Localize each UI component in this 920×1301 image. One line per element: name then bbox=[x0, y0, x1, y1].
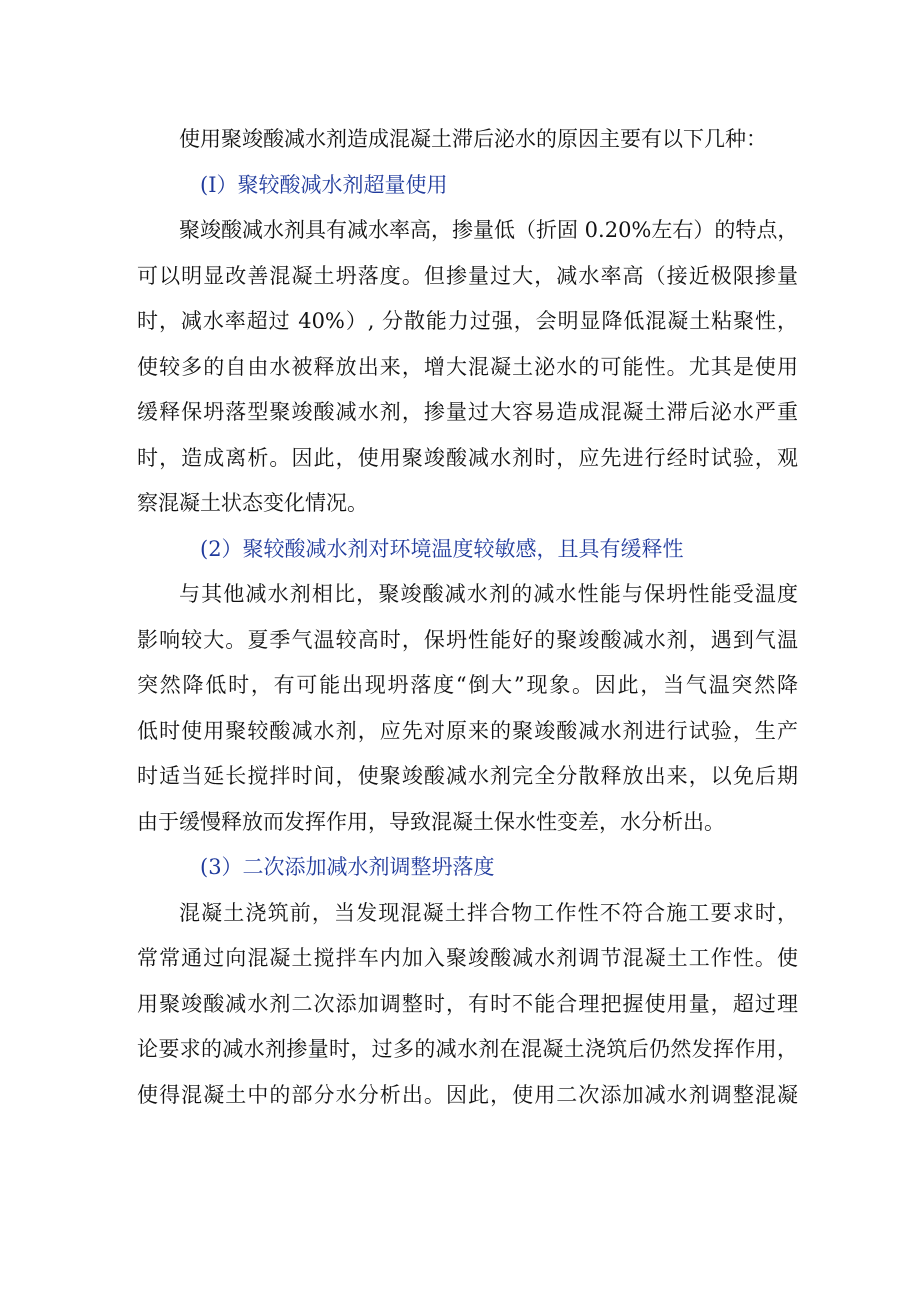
paragraph-line: 可以明显改善混凝土坍落度。但掺量过大，减水率高（接近极限掺量 bbox=[137, 263, 798, 288]
section-1-paragraph bbox=[137, 208, 798, 527]
section-3-paragraph bbox=[137, 891, 798, 1119]
paragraph-line: 低时使用聚较酸减水剂，应先对原来的聚竣酸减水剂进行试验，生产 bbox=[137, 718, 798, 743]
paragraph-line: 时适当延长搅拌时间，使聚竣酸减水剂完全分散释放出来，以免后期 bbox=[137, 764, 798, 788]
intro-paragraph: 使用聚竣酸减水剂造成混凝土滞后泌水的原因主要有以下几种： bbox=[179, 127, 767, 151]
paragraph-line: 时，减水率超过 40%）, 分散能力过强，会明显降低混凝土粘聚性， bbox=[137, 309, 798, 333]
section-1-heading: (I）聚较酸减水剂超量使用 bbox=[200, 172, 448, 197]
paragraph-line: 察混凝土状态变化情况。 bbox=[137, 491, 368, 515]
paragraph-line: 与其他减水剂相比，聚竣酸减水剂的减水性能与保坍性能受温度 bbox=[179, 582, 798, 606]
paragraph-line: 使较多的自由水被释放出来，增大混凝土泌水的可能性。尤其是使用 bbox=[137, 354, 798, 379]
paragraph-line: 常常通过向混凝土搅拌车内加入聚竣酸减水剂调节混凝土工作性。使 bbox=[137, 946, 798, 970]
section-3-heading: (3）二次添加减水剂调整坍落度 bbox=[200, 855, 495, 879]
paragraph-line: 用聚竣酸减水剂二次添加调整时，有时不能合理把握使用量，超过理 bbox=[137, 991, 798, 1016]
paragraph-line: 由于缓慢释放而发挥作用，导致混凝土保水性变差，水分析出。 bbox=[137, 809, 725, 834]
paragraph-line: 聚竣酸减水剂具有减水率高，掺量低（折固 0.20%左右）的特点， bbox=[179, 218, 799, 242]
section-2-heading: (2）聚较酸减水剂对环境温度较敏感，且具有缓释性 bbox=[200, 536, 684, 561]
paragraph-line: 影响较大。夏季气温较高时，保坍性能好的聚竣酸减水剂，遇到气温 bbox=[137, 627, 798, 652]
section-2-paragraph bbox=[137, 572, 798, 845]
paragraph-line: 使得混凝土中的部分水分析出。因此，使用二次添加减水剂调整混凝 bbox=[137, 1082, 798, 1107]
paragraph-line: 论要求的减水剂掺量时，过多的减水剂在混凝土浇筑后仍然发挥作用， bbox=[137, 1037, 798, 1061]
paragraph-line: 缓释保坍落型聚竣酸减水剂，掺量过大容易造成混凝土滞后泌水严重 bbox=[137, 400, 798, 424]
document-body bbox=[137, 117, 798, 1118]
paragraph-line: 突然降低时，有可能出现坍落度“倒大”现象。因此，当气温突然降 bbox=[137, 673, 798, 697]
paragraph-line: 时，造成离析。因此，使用聚竣酸减水剂时，应先进行经时试验，观 bbox=[137, 445, 798, 470]
paragraph-line: 混凝土浇筑前，当发现混凝土拌合物工作性不符合施工要求时， bbox=[179, 900, 798, 925]
